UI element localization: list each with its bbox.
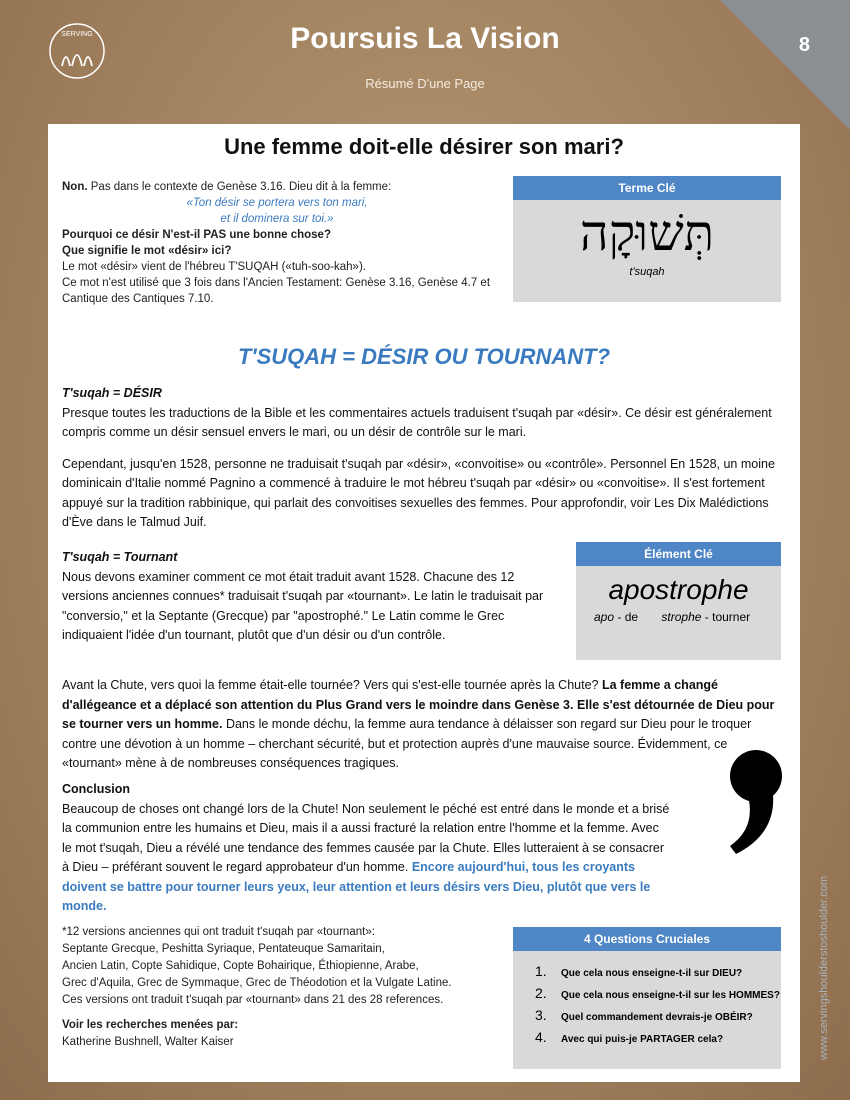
conclusion-section: [62, 780, 672, 917]
tournant-title: T'suqah = Tournant: [62, 550, 178, 564]
page-title: Poursuis La Vision: [290, 22, 560, 55]
footnote-title: *12 versions anciennes qui ont traduit t'suqah par «tournant»:: [62, 926, 375, 938]
page-number: 8: [798, 34, 810, 56]
key-term-box: [513, 176, 781, 302]
part1: apo: [594, 610, 615, 624]
key-element-parts: [576, 610, 781, 624]
key-term-translit: t'suqah: [629, 266, 665, 278]
intro-paragraph2: Ce mot n'est utilisé que 3 fois dans l'Ancien Testament: Genèse 3.16, Genèse 4.7 et Cantique des Cantiques 7.10.: [62, 277, 491, 305]
intro-non: Non.: [62, 181, 88, 193]
desir-section: [62, 384, 784, 533]
footnote-line: Ancien Latin, Copte Sahidique, Copte Bohairique, Éthiopienne, Arabe,: [62, 960, 419, 972]
tournant-section: [62, 548, 560, 646]
question-item: 3. Quel commandement devrais-je OBÉIR?: [535, 1007, 753, 1023]
question-item: 1. Que cela nous enseigne-t-il sur DIEU?: [535, 963, 743, 979]
content-panel: [48, 124, 800, 1082]
question-item: 2. Que cela nous enseigne-t-il sur les HOMMES?: [535, 985, 780, 1001]
intro-question2: Que signifie le mot «désir» ici?: [62, 245, 232, 257]
desir-paragraph1: Presque toutes les traductions de la Bible et les commentaires actuels traduisent t'suqah par «désir». Ce désir est généralement compris comme un désir sensuel envers le mari, ou un désir de contrôle sur le mari.: [62, 405, 772, 439]
tournant-paragraph: Nous devons examiner comment ce mot était traduit avant 1528. Chacune des 12 versions anciennes connues* traduisait t'suqah par «tournant». Le latin le traduisait par "conversio," et la Septante (Grecque) par "apostrophé." Le Latin comme le Grec indiquaient l'idée d'un tournant, plutôt que d'un désir ou d'un contrôle.: [62, 569, 544, 642]
footnote-line: Ces versions ont traduit t'suqah par «tournant» dans 21 des 28 references.: [62, 994, 444, 1006]
intro-quote1: «Ton désir se portera vers ton mari,: [186, 197, 368, 209]
page-subtitle: Résumé D'une Page: [365, 76, 485, 91]
comma-icon: [708, 742, 804, 857]
footnote-section: [62, 924, 502, 1051]
fall-paragraph1: Avant la Chute, vers quoi la femme était-elle tournée? Vers qui s'est-elle tournée après la Chute?: [62, 678, 599, 692]
intro-quote2: et il dominera sur toi.»: [220, 213, 334, 225]
key-term-hebrew: תְּשׁוּקָה: [579, 204, 715, 262]
part2: strophe: [661, 610, 702, 624]
questions-list: [513, 963, 781, 1045]
fall-paragraph1-bold: La femme a changé d'allégeance et a déplacé son attention du Plus Grand vers le moindre dans Genèse 3. Elle s'est détournée de Dieu pour se tourner vers un homme.: [62, 678, 775, 731]
question-item: 4. Avec qui puis-je PARTAGER cela?: [535, 1029, 724, 1045]
footnote-line: Grec d'Aquila, Grec de Symmaque, Grec de Théodotion et la Vulgate Latine.: [62, 977, 452, 989]
fall-section: [62, 676, 784, 774]
intro-paragraph1: Le mot «désir» vient de l'hébreu T'SUQAH («tuh-soo-kah»).: [62, 261, 366, 273]
part2-meaning: - tourner: [704, 610, 751, 624]
conclusion-highlight: Encore aujourd'hui, tous les croyants doivent se battre pour tourner leurs yeux, leur attention et leurs désirs vers Dieu, plutôt que vers le monde.: [62, 860, 651, 913]
conclusion-paragraph: Beaucoup de choses ont changé lors de la Chute! Non seulement le péché est entré dans le monde et a brisé la communion entre les humains et Dieu, mais il a aussi fracturé la relation entre l'homme et la femme. Avec le mot t'suqah, Dieu a révélé une tendance des femmes causée par la Chute. Elles lutteraient à se consacrer à Dieu – préférant souvent le regard approbateur d'un homme.: [62, 801, 670, 874]
intro-section: [62, 179, 492, 307]
research-names: Katherine Bushnell, Walter Kaiser: [62, 1036, 234, 1048]
intro-line1: Pas dans le contexte de Genèse 3.16. Dieu dit à la femme:: [87, 181, 392, 193]
corner-accent: [720, 0, 850, 130]
key-element-word: apostrophe: [608, 574, 749, 605]
footnote-line: Septante Grecque, Peshitta Syriaque, Pentateuque Samaritain,: [62, 943, 385, 955]
fall-paragraph2: Dans le monde déchu, la femme aura tendance à délaisser son regard sur Dieu pour le troquer contre une dévotion à un homme – cherchant sécurité, but et protection auprès d'une mauvaise source. Évidemment, ce «tournant» mène à de nombreuses conséquences tragiques.: [62, 717, 752, 770]
side-url: www.servingshoulderstoshoulder.com: [818, 875, 830, 1060]
svg-text:SERVING: SERVING: [61, 31, 93, 38]
desir-title: T'suqah = DÉSIR: [62, 386, 162, 400]
key-element-box: [576, 542, 781, 660]
questions-label: 4 Questions Cruciales: [513, 927, 781, 951]
research-title: Voir les recherches menées par:: [62, 1019, 239, 1031]
main-heading: Une femme doit-elle désirer son mari?: [224, 134, 624, 159]
intro-question1: Pourquoi ce désir N'est-il PAS une bonne chose?: [62, 229, 331, 241]
key-element-label: Élément Clé: [576, 542, 781, 566]
questions-box: [513, 927, 781, 1069]
part1-meaning: - de: [617, 610, 639, 624]
conclusion-title: Conclusion: [62, 782, 131, 796]
section-banner: T'SUQAH = DÉSIR OU TOURNANT?: [237, 344, 611, 369]
desir-paragraph2: Cependant, jusqu'en 1528, personne ne traduisait t'suqah par «désir», «convoitise» ou «contrôle». Personnel En 1528, un moine dominicain d'Italie nommé Pagnino a commencé à traduire le mot hébreu t'suqah par «désir» ou «convoitise». Il s'est fortement appuyé sur la tradition rabbinique, qui parlait des convoitises sexuelles des femmes. Pour approfondir, voir Les Dix Malédictions d'Ève dans le Talmud Juif.: [62, 456, 775, 529]
key-term-label: Terme Clé: [513, 176, 781, 200]
